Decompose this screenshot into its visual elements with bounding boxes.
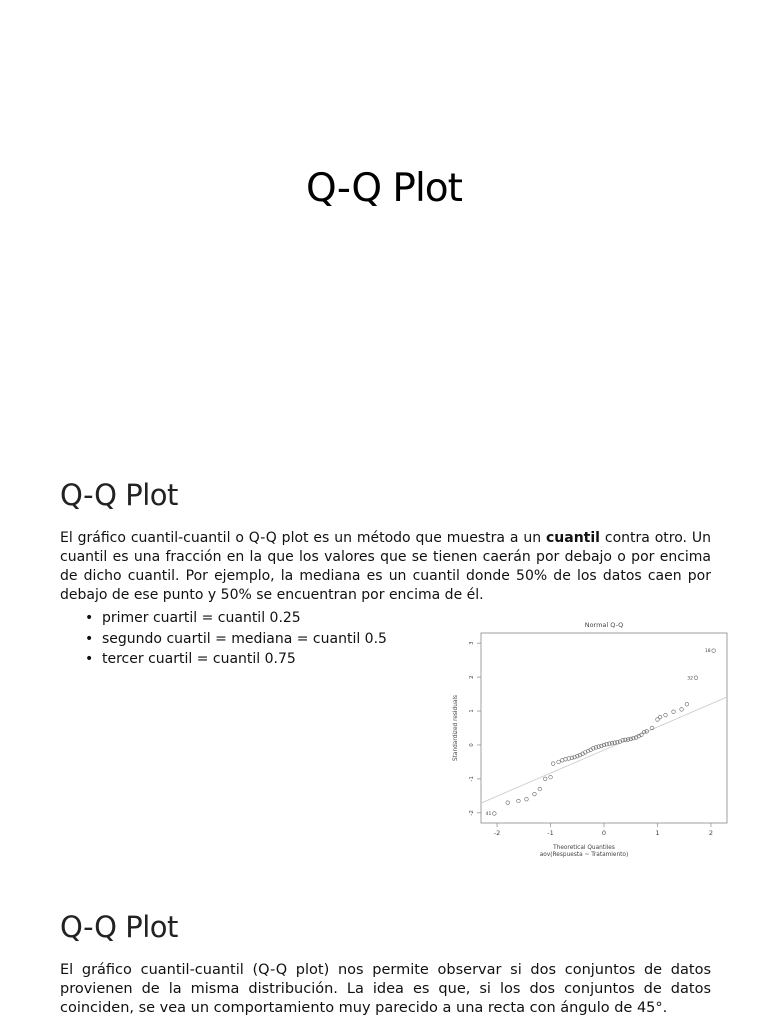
data-point <box>543 777 547 781</box>
y-tick-label: -1 <box>469 776 475 782</box>
data-point <box>538 787 542 791</box>
data-point <box>680 708 684 712</box>
data-point <box>712 649 716 653</box>
y-tick-label: 1 <box>469 709 475 713</box>
qq-plot-chart <box>437 615 737 865</box>
x-axis-sublabel: aov(Respuesta ~ Tratamiento) <box>539 852 629 858</box>
title-slide <box>0 0 768 440</box>
data-point <box>525 797 529 801</box>
qq-plot-image <box>437 615 737 865</box>
definition-paragraph <box>60 529 711 605</box>
chart-title: Normal Q-Q <box>584 621 624 629</box>
data-point <box>549 775 553 779</box>
y-tick-label: 2 <box>469 675 475 679</box>
list-item: • primer cuartil = cuantil 0.25 <box>85 608 387 629</box>
x-tick-label: -2 <box>493 829 501 837</box>
data-point <box>557 760 561 764</box>
x-tick-label: 2 <box>708 829 714 837</box>
paragraph-text-2: contra otro. Un cuantil es una fracción en la que los valores que se tienen caerán por debajo o por encima de dicho cuantil. Por ejemplo, la mediana es un cuantil donde 50% de los datos caen por debajo de ese punto y 50% se encuentran por encima de él. <box>60 530 712 603</box>
point-annotation: 32 <box>687 676 693 682</box>
x-tick-label: -1 <box>547 829 554 837</box>
data-point <box>517 799 521 803</box>
data-point <box>672 710 676 714</box>
x-axis-label: Theoretical Quantiles <box>553 845 615 851</box>
data-point <box>685 702 689 706</box>
y-tick-label: -2 <box>469 810 475 816</box>
y-tick-label: 3 <box>469 641 475 645</box>
content-slide-purpose <box>0 905 768 1024</box>
content-slide-definition <box>0 470 768 880</box>
plot-frame <box>481 633 727 823</box>
quartile-list <box>85 608 387 670</box>
purpose-paragraph: El gráfico cuantil-cuantil (Q-Q plot) nos permite observar si dos conjuntos de datos provienen de la misma distribución. La idea es que, si los dos conjuntos de datos coinciden, se vea un comportamiento muy parecido a una recta con ángulo de 45°. <box>60 962 711 1016</box>
reference-line <box>481 697 727 803</box>
data-point <box>493 812 497 816</box>
list-item: • tercer cuartil = cuantil 0.75 <box>85 649 387 670</box>
data-point <box>533 792 537 796</box>
data-point <box>658 715 662 719</box>
y-axis-label: Standardized residuals <box>453 694 459 762</box>
slide-heading: Q-Q Plot <box>60 910 178 944</box>
x-tick-label: 1 <box>655 829 660 837</box>
list-item: • segundo cuartil = mediana = cuantil 0.5 <box>85 629 387 650</box>
point-annotation: 41 <box>485 812 492 817</box>
data-point <box>551 762 555 766</box>
paragraph-bold-term: cuantil <box>546 530 600 546</box>
slide-title: Q-Q Plot <box>306 166 462 211</box>
data-point <box>694 676 698 680</box>
paragraph-text-1: El gráfico cuantil-cuantil o Q-Q plot es un método que muestra a un <box>60 530 546 546</box>
y-tick-label: 0 <box>469 743 475 747</box>
slide-heading: Q-Q Plot <box>60 478 178 512</box>
data-point <box>506 801 510 805</box>
point-annotation: 18 <box>704 649 711 655</box>
data-point <box>664 713 668 717</box>
x-tick-label: 0 <box>601 829 607 837</box>
